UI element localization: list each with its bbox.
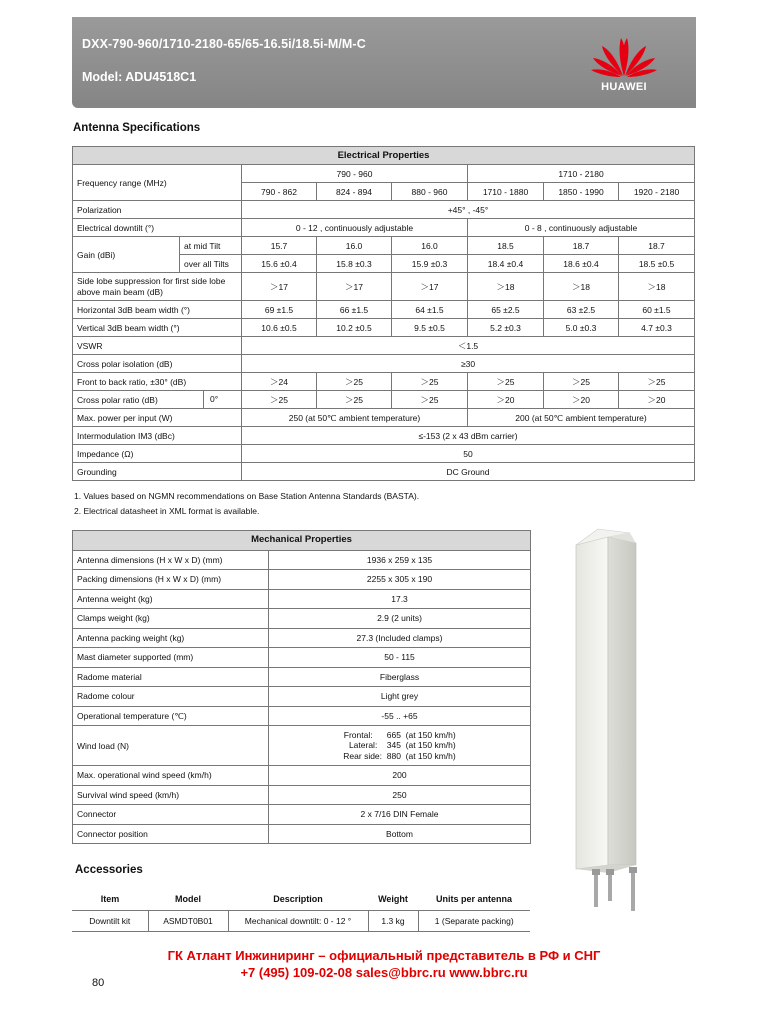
- mech-value: 1936 x 259 x 135: [269, 550, 531, 570]
- sub-band: 1850 - 1990: [544, 183, 619, 201]
- gain-all-label: over all Tilts: [180, 255, 242, 273]
- vbw-value: 4.7 ±0.3: [619, 319, 695, 337]
- vbw-value: 5.0 ±0.3: [544, 319, 619, 337]
- im-label: Intermodulation IM3 (dBc): [73, 427, 242, 445]
- mech-label: Mast diameter supported (mm): [73, 648, 269, 668]
- acc-cell: ASMDT0B01: [148, 910, 228, 931]
- gain-all-value: 18.4 ±0.4: [468, 255, 544, 273]
- vbw-label: Vertical 3dB beam width (°): [73, 319, 242, 337]
- impedance-label: Impedance (Ω): [73, 445, 242, 463]
- antenna-image: [568, 523, 668, 913]
- cpr-value: ＞20: [468, 391, 544, 409]
- gain-mid-value: 18.7: [544, 237, 619, 255]
- mechanical-properties-table: [72, 530, 531, 844]
- cpr-value: ＞25: [392, 391, 468, 409]
- wind-value: [343, 730, 455, 762]
- section-title-accessories: Accessories: [75, 864, 143, 876]
- power-high: 200 (at 50℃ ambient temperature): [468, 409, 695, 427]
- sub-band: 1710 - 1880: [468, 183, 544, 201]
- mech-value: 250: [269, 785, 531, 805]
- downtilt-low: 0 - 12 , continuously adjustable: [242, 219, 468, 237]
- note: 1. Values based on NGMN recommendations on Base Station Antenna Standards (BASTA).: [74, 491, 420, 501]
- cpr-label: Cross polar ratio (dB): [77, 394, 158, 405]
- huawei-logo: [587, 26, 661, 98]
- wind-line: Lateral: 345 (at 150 km/h): [348, 740, 456, 751]
- accessories-table: [72, 889, 530, 932]
- notes: [74, 489, 419, 519]
- sidelobe-value: ＞17: [392, 273, 468, 301]
- cpi-label: Cross polar isolation (dB): [73, 355, 242, 373]
- band-low: 790 - 960: [242, 165, 468, 183]
- gain-mid-value: 18.5: [468, 237, 544, 255]
- gain-all-value: 15.6 ±0.4: [242, 255, 317, 273]
- cpr-label-cell: [73, 391, 242, 409]
- fb-value: ＞25: [468, 373, 544, 391]
- hbw-value: 64 ±1.5: [392, 301, 468, 319]
- mech-value: 200: [269, 766, 531, 786]
- mech-label: Connector position: [73, 824, 269, 844]
- band-high: 1710 - 2180: [468, 165, 695, 183]
- hbw-value: 65 ±2.5: [468, 301, 544, 319]
- hbw-value: 63 ±2.5: [544, 301, 619, 319]
- acc-cell: 1 (Separate packing): [418, 910, 530, 931]
- mech-value: 27.3 (Included clamps): [269, 628, 531, 648]
- fb-value: ＞25: [544, 373, 619, 391]
- mech-value: 2 x 7/16 DIN Female: [269, 805, 531, 825]
- im-value: ≤-153 (2 x 43 dBm carrier): [242, 427, 695, 445]
- sub-band: 1920 - 2180: [619, 183, 695, 201]
- sub-band: 824 - 894: [317, 183, 392, 201]
- wind-value-cell: [269, 726, 531, 766]
- mech-value: Bottom: [269, 824, 531, 844]
- vbw-value: 9.5 ±0.5: [392, 319, 468, 337]
- gain-all-value: 18.6 ±0.4: [544, 255, 619, 273]
- sub-band: 790 - 862: [242, 183, 317, 201]
- sidelobe-value: ＞18: [544, 273, 619, 301]
- mech-value: 17.3: [269, 589, 531, 609]
- cpr-value: ＞25: [242, 391, 317, 409]
- mech-value: 2255 x 305 x 190: [269, 570, 531, 590]
- gain-mid-value: 18.7: [619, 237, 695, 255]
- acc-header: Model: [148, 889, 228, 910]
- mech-value: Fiberglass: [269, 667, 531, 687]
- acc-header: Item: [72, 889, 148, 910]
- gain-mid-value: 16.0: [317, 237, 392, 255]
- fb-value: ＞24: [242, 373, 317, 391]
- acc-cell: Mechanical downtilt: 0 - 12 °: [228, 910, 368, 931]
- mech-label: Antenna weight (kg): [73, 589, 269, 609]
- footer-line-1: ГК Атлант Инжиниринг – официальный представитель в РФ и СНГ: [167, 948, 601, 963]
- acc-header: Weight: [368, 889, 418, 910]
- mech-value: -55 .. +65: [269, 706, 531, 726]
- downtilt-label: Electrical downtilt (°): [73, 219, 242, 237]
- gain-mid-label: at mid Tilt: [180, 237, 242, 255]
- freq-label: Frequency range (MHz): [73, 165, 242, 201]
- grounding-value: DC Ground: [242, 463, 695, 481]
- mech-label: Antenna packing weight (kg): [73, 628, 269, 648]
- fb-label: Front to back ratio, ±30° (dB): [73, 373, 242, 391]
- acc-cell: Downtilt kit: [72, 910, 148, 931]
- hbw-value: 60 ±1.5: [619, 301, 695, 319]
- electrical-properties-table: [72, 146, 695, 481]
- gain-mid-value: 16.0: [392, 237, 468, 255]
- wind-line: Rear side: 880 (at 150 km/h): [343, 750, 456, 761]
- cpi-value: ≥30: [242, 355, 695, 373]
- mech-label: Packing dimensions (H x W x D) (mm): [73, 570, 269, 590]
- acc-header: Description: [228, 889, 368, 910]
- polarization-label: Polarization: [73, 201, 242, 219]
- power-low: 250 (at 50℃ ambient temperature): [242, 409, 468, 427]
- note: 2. Electrical datasheet in XML format is available.: [74, 506, 260, 516]
- hbw-value: 66 ±1.5: [317, 301, 392, 319]
- mech-value: Light grey: [269, 687, 531, 707]
- polarization-value: +45° , -45°: [242, 201, 695, 219]
- sidelobe-value: ＞18: [619, 273, 695, 301]
- cpr-value: ＞25: [317, 391, 392, 409]
- sidelobe-value: ＞17: [242, 273, 317, 301]
- gain-mid-value: 15.7: [242, 237, 317, 255]
- section-title-specifications: Antenna Specifications: [73, 122, 201, 134]
- mech-label: Connector: [73, 805, 269, 825]
- footer-line-2: +7 (495) 109-02-08 sales@bbrc.ru www.bbrc.ru: [240, 965, 528, 980]
- gain-label: Gain (dBi): [73, 237, 180, 273]
- vbw-value: 10.2 ±0.5: [317, 319, 392, 337]
- downtilt-high: 0 - 8 , continuously adjustable: [468, 219, 695, 237]
- fb-value: ＞25: [619, 373, 695, 391]
- mech-label: Clamps weight (kg): [73, 609, 269, 629]
- vbw-value: 5.2 ±0.3: [468, 319, 544, 337]
- impedance-value: 50: [242, 445, 695, 463]
- hbw-label: Horizontal 3dB beam width (°): [73, 301, 242, 319]
- acc-header: Units per antenna: [418, 889, 530, 910]
- mech-value: 2.9 (2 units): [269, 609, 531, 629]
- cpr-value: ＞20: [544, 391, 619, 409]
- sub-band: 880 - 960: [392, 183, 468, 201]
- brand-name: HUAWEI: [601, 81, 647, 93]
- electrical-title: Electrical Properties: [73, 147, 695, 165]
- mech-label: Survival wind speed (km/h): [73, 785, 269, 805]
- gain-all-value: 15.8 ±0.3: [317, 255, 392, 273]
- grounding-label: Grounding: [73, 463, 242, 481]
- gain-all-value: 18.5 ±0.5: [619, 255, 695, 273]
- mech-value: 50 - 115: [269, 648, 531, 668]
- cpr-value: ＞20: [619, 391, 695, 409]
- mechanical-title: Mechanical Properties: [73, 531, 531, 551]
- vbw-value: 10.6 ±0.5: [242, 319, 317, 337]
- vswr-value: ＜1.5: [242, 337, 695, 355]
- sidelobe-value: ＞17: [317, 273, 392, 301]
- vswr-label: VSWR: [73, 337, 242, 355]
- fb-value: ＞25: [392, 373, 468, 391]
- mech-label: Operational temperature (℃): [73, 706, 269, 726]
- mech-label: Radome material: [73, 667, 269, 687]
- gain-all-value: 15.9 ±0.3: [392, 255, 468, 273]
- huawei-petals-icon: [587, 26, 661, 82]
- fb-value: ＞25: [317, 373, 392, 391]
- wind-line: Frontal: 665 (at 150 km/h): [343, 729, 456, 740]
- sidelobe-label: Side lobe suppression for first side lobe above main beam (dB): [73, 273, 242, 301]
- hbw-value: 69 ±1.5: [242, 301, 317, 319]
- mech-label: Max. operational wind speed (km/h): [73, 766, 269, 786]
- acc-cell: 1.3 kg: [368, 910, 418, 931]
- page-number: 80: [92, 977, 105, 989]
- model-name: Model: ADU4518C1: [82, 70, 197, 84]
- mech-label: Radome colour: [73, 687, 269, 707]
- mech-label: Antenna dimensions (H x W x D) (mm): [73, 550, 269, 570]
- wind-label: Wind load (N): [73, 726, 269, 766]
- cpr-angle: 0°: [203, 391, 218, 408]
- sidelobe-value: ＞18: [468, 273, 544, 301]
- power-label: Max. power per input (W): [73, 409, 242, 427]
- product-code: DXX-790-960/1710-2180-65/65-16.5i/18.5i-M/M-C: [82, 37, 366, 51]
